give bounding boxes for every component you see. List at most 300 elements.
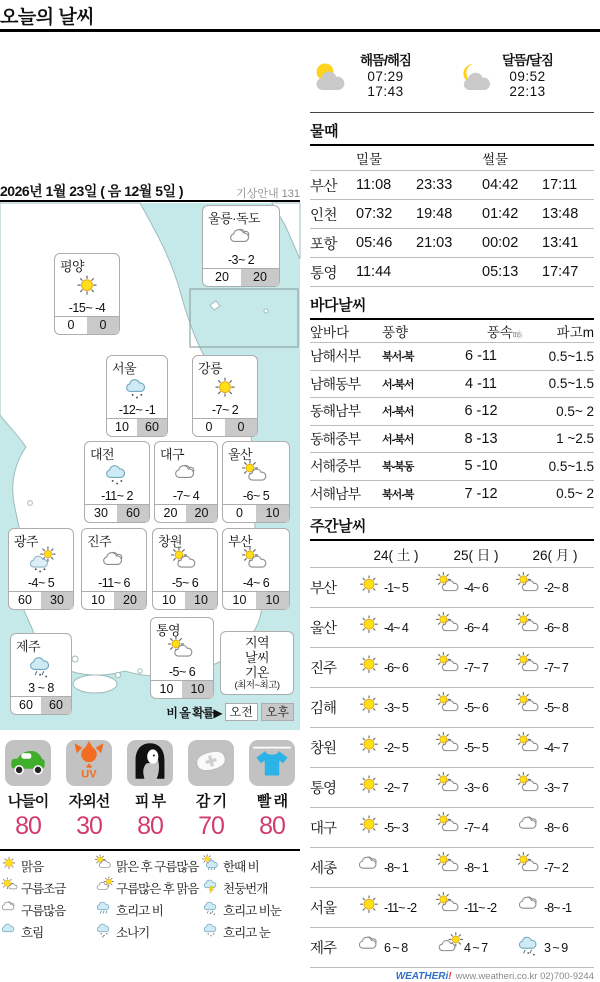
sun-cloud-icon: [516, 773, 542, 802]
svg-text:UV: UV: [81, 768, 97, 781]
sun-cloud-icon: [436, 613, 462, 642]
tide-time: 07:32: [356, 206, 393, 222]
weekly-day-header: 24( 土 ): [373, 548, 419, 563]
weekly-forecast-cell: [356, 853, 436, 882]
sunrise-group: [310, 44, 452, 104]
city-temp-range: 3 ~ 8: [28, 681, 54, 695]
weekly-forecast-cell: [356, 773, 436, 802]
city-name: 울산: [228, 447, 253, 462]
city-card-진주: [81, 528, 147, 610]
weekly-temp-range: -1~ 5: [384, 580, 408, 595]
city-name: 울릉·독도: [208, 211, 261, 226]
weekly-forecast-cell: [516, 573, 594, 602]
weekly-header: [310, 541, 594, 568]
index-mask: [183, 740, 239, 841]
rain-probability: [223, 591, 289, 609]
legend-label: 흐리고 비눈: [223, 904, 281, 918]
weekly-temp-range: -5~ 5: [464, 740, 488, 755]
sun-icon: [356, 573, 382, 602]
city-temp-range: -4~ 6: [242, 576, 270, 590]
sea-row-동해남부: [310, 398, 594, 426]
legend-divider: [0, 849, 300, 851]
index-value: 80: [15, 812, 41, 840]
pm-probability: 20: [186, 505, 217, 522]
sun-cloud-icon: [436, 893, 462, 922]
weekly-temp-range: -4~ 4: [384, 620, 408, 635]
sun-icon: [210, 375, 240, 406]
weekly-row-세종: [310, 848, 594, 888]
weekly-temp-range: -5~ 8: [544, 700, 568, 715]
weekly-forecast-cell: [356, 613, 436, 642]
sun-cloud-icon: [516, 853, 542, 882]
index-label: 피 부: [134, 793, 166, 810]
tide-row-통영: [310, 258, 594, 287]
index-value: 70: [198, 812, 224, 840]
wind-speed: 7 -12: [464, 485, 498, 502]
map-date: 2026년 1월 23일 ( 음 12월 5일 ): [0, 183, 184, 199]
city-card-서울: [106, 355, 168, 437]
sun-cloud-icon: [516, 653, 542, 682]
tide-time: 13:48: [542, 206, 579, 222]
weekly-temp-range: -7~ 4: [464, 820, 488, 835]
weekly-temp-range: -4~ 6: [464, 580, 488, 595]
weekly-forecast-cell: [356, 813, 436, 842]
index-label: 나들이: [7, 793, 49, 810]
weekly-forecast-cell: [436, 853, 516, 882]
weekly-forecast-cell: [436, 893, 516, 922]
weekly-city: 김해: [310, 701, 337, 717]
rain-probability: [107, 418, 167, 436]
thunder-icon: [202, 877, 220, 899]
weekly-row-통영: [310, 768, 594, 808]
sea-area: 남해동부: [310, 375, 361, 392]
city-name: 통영: [156, 623, 181, 638]
shower-icon: [95, 921, 113, 943]
pm-probability: 0: [225, 419, 257, 436]
cloud-sun-snow-icon: [26, 548, 56, 579]
tide-title: 물때: [310, 123, 338, 140]
weekly-forecast-cell: [436, 693, 516, 722]
city-temp-range: -7~ 4: [172, 489, 200, 503]
am-probability: 20: [215, 270, 229, 284]
map-date-divider: [0, 200, 300, 202]
legend-label: 한때 비: [223, 860, 259, 874]
snow-icon: [102, 461, 132, 492]
sea-area: 서해남부: [310, 485, 361, 502]
tide-time: 05:13: [482, 264, 519, 280]
rain-icon: [95, 899, 113, 921]
city-temp-range: -4~ 5: [27, 576, 55, 590]
rain-probability: [85, 504, 149, 522]
sun-icon: [356, 613, 382, 642]
am-probability: 60: [18, 593, 32, 607]
city-name: 제주: [16, 639, 41, 654]
sun-cloud-icon: [516, 693, 542, 722]
city-card-광주: [8, 528, 74, 610]
weekly-temp-range: -11~ -2: [464, 900, 497, 915]
weekly-forecast-cell: [516, 693, 594, 722]
snow-icon: [122, 375, 152, 406]
am-chip: 오전: [225, 703, 258, 721]
weekly-forecast-cell: [516, 613, 594, 642]
am-probability: 20: [163, 506, 178, 520]
legend-entry: [202, 921, 300, 943]
weekly-forecast-cell: [356, 693, 436, 722]
weekly-forecast-cell: [436, 733, 516, 762]
weekly-temp-range: -2~ 8: [544, 580, 568, 595]
city-card-강릉: [192, 355, 258, 437]
right-column: [310, 40, 594, 982]
weekly-city: 부산: [310, 581, 337, 597]
city-temp-range: -6~ 5: [242, 489, 270, 503]
cloud-icon: [356, 933, 382, 962]
weekly-row-제주: [310, 928, 594, 968]
city-name: 진주: [87, 534, 112, 549]
pm-probability: 20: [241, 269, 279, 286]
cloud-sun-icon: [436, 933, 462, 962]
weekly-row-울산: [310, 608, 594, 648]
sun-cloud-icon: [436, 733, 462, 762]
index-shirt: [244, 740, 300, 841]
sun-few-icon: [0, 877, 18, 899]
rain-probability: [82, 591, 146, 609]
weekly-forecast-cell: [516, 733, 594, 762]
wind-direction: 북서-북: [382, 351, 414, 364]
legend-label: 맑음: [21, 860, 44, 874]
weekly-city: 서울: [310, 901, 337, 917]
wind-speed: 4 -11: [465, 375, 497, 392]
city-temp-range: -5~ 6: [171, 576, 199, 590]
weekly-city: 대구: [310, 821, 337, 837]
pm-probability: 10: [256, 505, 289, 522]
am-probability: 60: [19, 698, 33, 712]
wind-speed: 5 -10: [464, 458, 498, 475]
tide-flood-header: 밀물: [356, 152, 383, 167]
am-probability: 10: [91, 593, 105, 607]
skin-icon: [130, 741, 170, 786]
weekly-forecast-cell: [516, 933, 594, 962]
car-icon: [8, 741, 48, 786]
sea-area: 동해남부: [310, 403, 361, 420]
wind-direction: 북-북동: [382, 461, 414, 474]
city-name: 창원: [158, 534, 183, 549]
life-indices: [0, 740, 300, 841]
rain-probability-label: 비 올 확률▶: [166, 705, 222, 720]
sun-cloud-icon: [516, 613, 542, 642]
tide-city: 포항: [310, 236, 338, 253]
legend-label: 흐림: [21, 926, 44, 940]
sea-row-서해중부: [310, 453, 594, 481]
legend-entry: [202, 899, 300, 921]
rain-probability: [11, 696, 71, 714]
sea-row-남해서부: [310, 343, 594, 371]
weekly-temp-range: 4 ~ 7: [464, 940, 488, 955]
island-5: [28, 501, 33, 506]
index-car: [0, 740, 56, 841]
pm-chip: 오후: [261, 703, 294, 721]
weekly-temp-range: -2~ 5: [384, 740, 408, 755]
city-card-대구: [154, 441, 218, 523]
index-label: 감 기: [195, 793, 227, 810]
weekly-row-부산: [310, 568, 594, 608]
sun-rain-icon: [202, 855, 220, 877]
sea-wave-header: 파고m: [556, 325, 594, 340]
moonrise-icon: [452, 51, 498, 98]
weatheri-logo: WEATHERi!: [395, 971, 452, 982]
rain-probability: [9, 591, 73, 609]
rain-probability: [151, 680, 213, 698]
weekly-temp-range: 6 ~ 8: [384, 940, 408, 955]
rain-probability: [55, 316, 119, 334]
weekly-temp-range: -6~ 4: [464, 620, 488, 635]
sun-moon-divider: [310, 112, 594, 113]
city-temp-range: -15~ -4: [68, 301, 106, 315]
index-label: 빨 래: [256, 793, 288, 810]
weekly-temp-range: -11~ -2: [384, 900, 417, 915]
weekly-temp-range: -2~ 7: [384, 780, 408, 795]
legend-entry: [95, 877, 202, 899]
pm-probability: 60: [117, 505, 149, 522]
legend-entry: [0, 899, 95, 921]
cloud-icon: [226, 225, 256, 256]
legend-card-line: 지역: [244, 635, 270, 650]
dokdo-island: [264, 309, 268, 313]
weekly-forecast-cell: [516, 853, 594, 882]
sun-cloud-icon: [167, 637, 197, 668]
footer-site-link[interactable]: www.weatheri.co.kr 02)700-9244: [455, 971, 594, 982]
index-value: 80: [259, 812, 285, 840]
footer: [310, 971, 594, 982]
weekly-forecast-cell: [356, 933, 436, 962]
sun-cloud-icon: [436, 653, 462, 682]
legend-label: 흐리고 눈: [223, 926, 270, 940]
sun-icon: [356, 773, 382, 802]
pm-probability: 20: [114, 592, 146, 609]
legend-label: 천둥번개: [223, 882, 268, 896]
tide-city: 인천: [310, 207, 338, 224]
weekly-forecast-cell: [516, 773, 594, 802]
sun-icon: [72, 273, 102, 304]
city-temp-range: -7~ 2: [211, 403, 239, 417]
city-name: 광주: [14, 534, 39, 549]
sun-cloud-icon: [170, 548, 200, 579]
legend-entry: [0, 877, 95, 899]
weekly-forecast-cell: [436, 933, 516, 962]
sun-icon: [356, 813, 382, 842]
cloud-icon: [171, 461, 201, 492]
legend-entry: [95, 921, 202, 943]
weekly-temp-range: -3~ 7: [544, 780, 568, 795]
weekly-temp-range: -8~ 1: [464, 860, 488, 875]
city-temp-range: -11~ 2: [101, 489, 133, 503]
sunrise-label: 해뜸/해짐: [360, 53, 411, 68]
cloud-icon: [99, 548, 129, 579]
weekly-temp-range: -5~ 3: [384, 820, 408, 835]
rain-probability: [153, 591, 217, 609]
weekly-city: 제주: [310, 941, 337, 957]
weekly-forecast-cell: [356, 653, 436, 682]
weekly-forecast-cell: [356, 573, 436, 602]
sunrise-icon: [310, 51, 356, 98]
legend-entry: [202, 855, 300, 877]
weekly-city: 세종: [310, 861, 337, 877]
pm-probability: 0: [87, 317, 119, 334]
tide-city: 통영: [310, 265, 338, 282]
am-probability: 10: [232, 593, 247, 607]
weekly-temp-range: -7~ 2: [544, 860, 568, 875]
weekly-row-김해: [310, 688, 594, 728]
pm-probability: 10: [182, 681, 213, 698]
tide-ebb-header: 썰물: [482, 152, 509, 167]
city-temp-range: -11~ 6: [98, 576, 130, 590]
wave-height: 0.5~1.5: [548, 458, 594, 474]
wind-speed: 6 -11: [465, 348, 497, 365]
tide-row-포항: [310, 229, 594, 258]
city-temp-range: -5~ 6: [168, 665, 196, 679]
weekly-city: 울산: [310, 621, 337, 637]
tide-time: 19:48: [416, 206, 453, 222]
sun-icon: [0, 855, 18, 877]
rain-probability: [223, 504, 289, 522]
sun-cloud-icon: [241, 461, 271, 492]
island-2: [115, 672, 120, 677]
am-probability: 10: [159, 682, 174, 696]
wave-height: 0.5~ 2: [556, 403, 594, 419]
legend-label: 소나기: [116, 926, 150, 940]
wind-direction: 북서-북: [382, 488, 414, 501]
am-probability: 10: [115, 420, 129, 434]
weather-hotline: 기상안내 131: [236, 188, 300, 200]
rain-snow-icon: [202, 899, 220, 921]
moonset-time: 22:13: [509, 84, 546, 99]
wind-direction: 서-북서: [382, 433, 414, 446]
rain-probability: [155, 504, 217, 522]
rain-snow-icon: [516, 933, 542, 962]
tide-row-인천: [310, 200, 594, 229]
weekly-day-header: 25( 日 ): [453, 548, 499, 563]
weekly-row-진주: [310, 648, 594, 688]
city-temp-range: -3~ 2: [227, 253, 255, 267]
tide-header: [310, 146, 594, 171]
sea-speed-header: 풍속㎧: [486, 325, 522, 340]
sunrise-time: 07:29: [367, 69, 404, 84]
sun-moon-section: [310, 44, 594, 104]
index-value: 80: [137, 812, 163, 840]
wind-direction: 서-북서: [382, 406, 414, 419]
city-card-제주: [10, 633, 72, 715]
sun-icon: [356, 733, 382, 762]
wind-direction: 서-북서: [382, 378, 414, 391]
tide-time: 23:33: [416, 177, 453, 193]
weekly-city: 통영: [310, 781, 337, 797]
cloud-icon: [356, 853, 382, 882]
city-card-울릉·독도: [202, 205, 280, 287]
sea-row-동해중부: [310, 426, 594, 454]
sea-header: [310, 320, 594, 343]
city-card-대전: [84, 441, 150, 523]
weekly-temp-range: -3~ 5: [384, 700, 408, 715]
weekly-title: 주간날씨: [310, 518, 366, 535]
title-divider: [0, 29, 600, 32]
page-title-text: 오늘의 날씨: [0, 7, 95, 28]
weekly-forecast-cell: [356, 733, 436, 762]
weekly-temp-range: -8~ 6: [544, 820, 568, 835]
weekly-temp-range: -5~ 6: [464, 700, 488, 715]
shirt-icon: [252, 741, 292, 786]
sun-cloud-icon: [516, 573, 542, 602]
weekly-temp-range: 3 ~ 9: [544, 940, 568, 955]
legend-label: 흐리고 비: [116, 904, 163, 918]
index-value: 30: [76, 812, 102, 840]
city-card-창원: [152, 528, 218, 610]
sun-icon: [356, 653, 382, 682]
weekly-forecast-cell: [356, 893, 436, 922]
tide-city: 부산: [310, 178, 338, 195]
sun-icon: [356, 893, 382, 922]
tide-time: 05:46: [356, 235, 393, 251]
mask-icon: [191, 741, 231, 786]
wind-speed: 8 -13: [464, 430, 498, 447]
map-legend-card: [220, 631, 294, 695]
weekly-forecast-cell: [436, 773, 516, 802]
snow-icon: [202, 921, 220, 943]
cloud-sun-icon: [95, 877, 113, 899]
weekly-temp-range: -7~ 7: [544, 660, 568, 675]
legend-entry: [0, 855, 95, 877]
sun-cloud-icon: [241, 548, 271, 579]
city-name: 부산: [228, 534, 253, 549]
city-card-통영: [150, 617, 214, 699]
page-title: [0, 2, 600, 29]
weekly-temp-range: -6~ 6: [384, 660, 408, 675]
tide-time: 17:11: [542, 177, 578, 193]
city-card-평양: [54, 253, 120, 335]
sea-title: 바다날씨: [310, 297, 366, 314]
weekly-temp-range: -8~ 1: [384, 860, 408, 875]
legend-entry: [202, 877, 300, 899]
weekly-temp-range: -8~ -1: [544, 900, 572, 915]
weekly-row-창원: [310, 728, 594, 768]
legend-label: 구름조금: [21, 882, 66, 896]
wave-height: 0.5~ 2: [556, 486, 594, 502]
sun-cloud-icon: [436, 813, 462, 842]
cloud-fill-icon: [0, 921, 18, 943]
weekly-city: 창원: [310, 741, 337, 757]
moonrise-group: [452, 44, 594, 104]
am-probability: 0: [205, 420, 213, 434]
wave-height: 0.5~1.5: [548, 376, 594, 392]
city-card-울산: [222, 441, 290, 523]
sea-area: 서해중부: [310, 458, 361, 475]
weekly-temp-range: -4~ 7: [544, 740, 568, 755]
weekly-forecast-cell: [436, 653, 516, 682]
city-name: 서울: [112, 361, 137, 376]
island-1: [72, 656, 78, 662]
am-probability: 30: [94, 506, 108, 520]
cloud-icon: [516, 813, 542, 842]
sea-area-header: 앞바다: [310, 325, 350, 340]
pm-probability: 10: [256, 592, 289, 609]
rain-probability-legend: [166, 703, 294, 721]
tide-time: 11:08: [356, 177, 392, 193]
city-name: 대구: [160, 447, 185, 462]
tide-time: 04:42: [482, 177, 519, 193]
tide-time: 01:42: [482, 206, 519, 222]
legend-entry: [0, 921, 95, 943]
uv-icon: [69, 741, 109, 786]
cloud-icon: [516, 893, 542, 922]
legend-card-minmax: (최저~최고): [234, 680, 280, 691]
